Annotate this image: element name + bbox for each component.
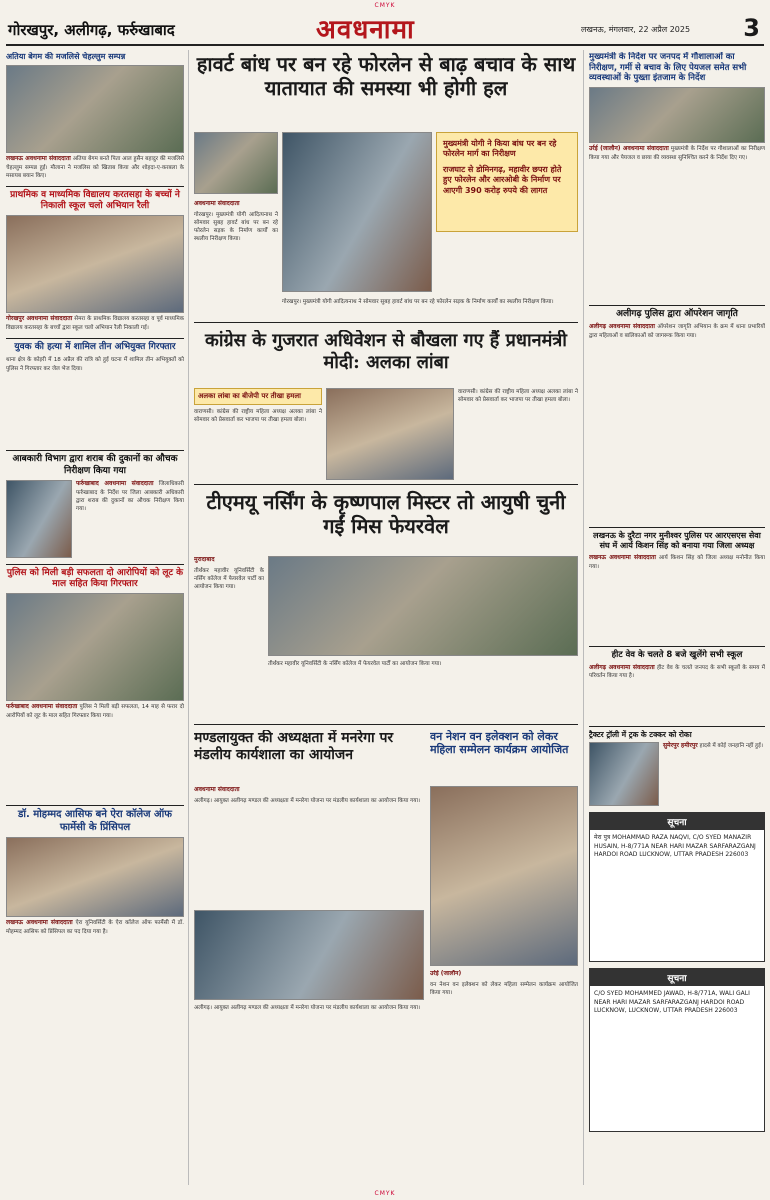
news-photo xyxy=(6,215,184,313)
story-body: आर्य किशन सिंह को जिला अध्यक्ष मनोनीत किया गया। xyxy=(589,555,765,570)
story-body: वाराणसी। कांग्रेस की राष्ट्रीय महिला अध्यक्ष अलका लांबा ने सोमवार को प्रेसवार्ता कर भाजपा पर तीखा हमला बोला। xyxy=(458,389,578,404)
story-byline: लखनऊ अवधनामा संवाददाता xyxy=(589,554,656,562)
story-body: तीर्थंकर महावीर यूनिवर्सिटी के नर्सिंग कॉलेज में फेयरवेल पार्टी का आयोजन किया गया। xyxy=(268,661,442,667)
story-byline: उर्रई (जालौन) अवधनामा संवाददाता xyxy=(589,144,669,152)
newspaper-logo: अवधनामा xyxy=(316,15,415,45)
masthead xyxy=(6,10,764,46)
story-body: मुख्यमंत्री के निर्देश पर गौशालाओं का निरीक्षण किया गया और पेयजल व छाया की व्यवस्था सुनिश्चित करने के निर्देश दिए गए। xyxy=(589,145,765,161)
section-divider xyxy=(6,564,184,565)
section-divider xyxy=(194,724,578,725)
section-divider xyxy=(6,338,184,339)
story-body: सेमरा के प्राथमिक विद्यालय करतसहा व पूर्व माध्यमिक विद्यालय करतसहा के बच्चों द्वारा स्कूल चलो अभियान रैली निकाली गई। xyxy=(6,316,184,332)
story-byline: लखनऊ अवधनामा संवाददाता xyxy=(6,919,73,927)
story-title: लखनऊ के दुरैटा नगर मुनीश्वर पुलिस पर आरएसएस सेवा संघ में आर्य किशन सिंह को बनाया गया जिला अध्यक्ष xyxy=(593,531,761,551)
section-divider xyxy=(589,646,765,647)
story-byline: सुमेरपुर हमीरपुर xyxy=(663,742,698,750)
right-column xyxy=(589,52,765,1187)
story-byline: उर्रई (जालौन) xyxy=(430,970,462,977)
section-divider xyxy=(6,186,184,187)
section-divider xyxy=(194,322,578,323)
story-body: तीर्थंकर महावीर यूनिवर्सिटी के नर्सिंग कॉलेज में फेयरवेल पार्टी का आयोजन किया गया। xyxy=(194,567,264,590)
section-divider xyxy=(589,726,765,727)
edition-cities: गोरखपुर, अलीगढ़, फर्रुखाबाद xyxy=(8,21,175,39)
section-divider xyxy=(589,527,765,528)
section-divider xyxy=(6,450,184,451)
story-body: गोरखपुर। मुख्यमंत्री योगी आदित्यनाथ ने सोमवार सुबह हावर्ट बांध पर बन रहे फोरलेन सड़क के निर्माण कार्यों का स्थलीय निरीक्षण किया। xyxy=(282,299,554,305)
story-title: हीट वेव के चलते 8 बजे खुलेंगे सभी स्कूल xyxy=(611,650,743,661)
column-rule-right xyxy=(583,50,584,1185)
section-divider xyxy=(194,484,578,485)
notice-title: सूचना xyxy=(590,813,764,830)
news-photo xyxy=(194,910,424,1000)
story-byline: अलीगढ़ अवधनामा संवाददाता xyxy=(589,663,655,671)
story-body: जिलाधिकारी फर्रुखाबाद के निर्देश पर जिला आबकारी अधिकारी द्वारा शराब की दुकानों का औचक निरीक्षण किया गया। xyxy=(76,480,184,512)
story-title: ट्रैक्टर ट्रॉली में ट्रक के टक्कर को रोका xyxy=(589,729,692,739)
news-photo xyxy=(589,742,659,806)
notice-body: मेरा पुत्र MOHAMMAD RAZA NAQVI, C/O SYED MANAZIR HUSAIN, H-8/771A NEAR HARI MAZAR SARFARAZGANJ HARDOI ROAD LUCKNOW, UTTAR PRADESH 226003 xyxy=(594,834,756,858)
highlight-text: मुख्यमंत्री योगी ने किया बांध पर बन रहे फोरलेन मार्ग का निरीक्षण xyxy=(443,139,557,159)
story-body: अलीगढ़। आयुक्त अलीगढ़ मण्डल की अध्यक्षता में मनरेगा योजना पर मंडलीय कार्यशाला का आयोजन किया गया। xyxy=(194,797,421,804)
story-byline: अवधनामा संवाददाता xyxy=(194,786,240,793)
news-photo xyxy=(6,65,184,153)
story-body: थाना क्षेत्र के कोइरी में 18 अप्रैल की रात्रि को हुई घटना में शामिल तीन अभियुक्तों को पुलिस ने गिरफ्तार कर जेल भेज दिया। xyxy=(6,357,184,372)
news-photo xyxy=(194,132,278,194)
edition-date: लखनऊ, मंगलवार, 22 अप्रैल 2025 xyxy=(581,25,691,34)
story-title: युवक की हत्या में शामिल तीन अभियुक्त गिरफ्तार xyxy=(14,342,176,353)
story-title: पुलिस को मिली बड़ी सफलता दो आरोपियों को लूट के माल सहित किया गिरफ्तार xyxy=(6,567,184,590)
section-divider xyxy=(589,305,765,306)
left-column xyxy=(6,52,184,1187)
highlight-block xyxy=(194,388,322,480)
page-number: 3 xyxy=(743,14,760,42)
story-title: डॉ. मोहम्मद आसिफ बने ऐरा कॉलेज ऑफ फार्मेसी के प्रिंसिपल xyxy=(18,809,172,833)
news-photo xyxy=(6,837,184,917)
lead-headline: वन नेशन वन इलेक्शन को लेकर महिला सम्मेलन कार्यक्रम आयोजित xyxy=(430,730,569,757)
story-byline: लखनऊ अवधनामा संवाददाता xyxy=(6,155,71,162)
news-photo xyxy=(6,480,72,558)
news-photo xyxy=(326,388,454,480)
column-rule-left xyxy=(188,50,189,1185)
public-notice xyxy=(589,812,765,962)
story-body: पुलिस ने मिली बड़ी सफलता, 14 माह से फरार दो आरोपियों को लूट के माल सहित गिरफ्तार किया गया। xyxy=(6,704,184,720)
story-byline: मुरादाबाद xyxy=(194,556,215,563)
highlight-box xyxy=(436,132,578,232)
news-photo xyxy=(430,786,578,966)
story-body: वन नेशन वन इलेक्शन को लेकर महिला सम्मेलन कार्यक्रम आयोजित किया गया। xyxy=(430,981,578,996)
story-body: गोरखपुर। मुख्यमंत्री योगी आदित्यनाथ ने सोमवार सुबह हावर्ट बांध पर बन रहे फोरलेन सड़क के निर्माण कार्यों का स्थलीय निरीक्षण किया। xyxy=(194,211,278,243)
news-photo xyxy=(589,87,765,143)
story-title: मुख्यमंत्री के निर्देश पर जनपद में गौशालाओं का निरीक्षण, गर्मी से बचाव के लिए पेयजल समेत सभी व्यवस्थाओं के पुख्ता इंतजाम के निर्देश xyxy=(589,52,747,84)
lead-headline: मण्डलायुक्त की अध्यक्षता में मनरेगा पर मंडलीय कार्यशाला का आयोजन xyxy=(194,730,394,763)
story-title: अलीगढ़ पुलिस द्वारा ऑपरेशन जागृति xyxy=(616,308,738,319)
story-body: अलीगढ़। आयुक्त अलीगढ़ मण्डल की अध्यक्षता में मनरेगा योजना पर मंडलीय कार्यशाला का आयोजन किया गया। xyxy=(194,1005,421,1011)
story-title: प्राथमिक व माध्यमिक विद्यालय करतसहा के बच्चों ने निकाली स्कूल चलो अभियान रैली xyxy=(10,189,180,212)
story-byline: गोरखपुर अवधनामा संवाददाता xyxy=(6,315,73,323)
story-body: ऐरा यूनिवर्सिटी के ऐरा कॉलेज ऑफ फार्मेसी में डॉ. मोहम्मद आसिफ को प्रिंसिपल का पद दिया गया है। xyxy=(6,920,184,936)
story-byline: अवधनामा संवाददाता xyxy=(194,200,240,207)
story-body: वाराणसी। कांग्रेस की राष्ट्रीय महिला अध्यक्ष अलका लांबा ने सोमवार को प्रेसवार्ता कर भाजपा पर तीखा हमला बोला। xyxy=(194,409,322,424)
cmyk-marker: CMYK xyxy=(374,2,396,9)
cmyk-marker: CMYK xyxy=(374,1190,396,1197)
story-title: आबकारी विभाग द्वारा शराब की दुकानों का औचक निरीक्षण किया गया xyxy=(12,454,178,476)
lead-headline: टीएमयू नर्सिंग के कृष्णपाल मिस्टर तो आयुषी चुनी गईं मिस फेयरवेल xyxy=(206,490,566,538)
news-photo xyxy=(6,593,184,701)
section-divider xyxy=(6,805,184,806)
news-photo xyxy=(268,556,578,656)
story-body: ऑपरेशन जागृति अभियान के क्रम में थाना प्रभारियों द्वारा महिलाओं व बालिकाओं को जागरूक किया गया। xyxy=(589,324,765,339)
lead-headline: कांग्रेस के गुजरात अधिवेशन से बौखला गए हैं प्रधानमंत्री मोदी: अलका लांबा xyxy=(205,330,567,373)
highlight-text: राजघाट से डोमिनगढ़, महावीर छपरा होते हुए फोरलेन और आरओबी के निर्माण पर आएगी 390 करोड़ रुपये की लागत xyxy=(443,164,562,195)
notice-body: C/O SYED MOHAMMED JAWAD, H-8/771A, WALI GALI NEAR HARI MAZAR SARFARAZGANJ HARDOI ROAD LUCKNOW, LUCKNOW, UTTAR PRADESH 226003 xyxy=(594,990,750,1014)
highlight-text: अलका लांबा का बीजेपी पर तीखा हमला xyxy=(198,392,301,400)
story-body: अतिया बेगम बनते पिता आल हुसैन बहादुर की मजलिसे चेहल्लुम सम्पन्न हुई। मौलाना ने मजलिस को खिताब किया और शोहदा-ए-करबला के मसायब बयान किए। xyxy=(6,156,184,179)
story-body: हीट वेव के चलते जनपद के सभी स्कूलों के समय में परिवर्तन किया गया है। xyxy=(589,664,765,680)
news-photo xyxy=(282,132,432,292)
story-byline: फर्रुखाबाद अवधनामा संवाददाता xyxy=(76,479,154,487)
story-byline: फर्रुखाबाद अवधनामा संवाददाता xyxy=(6,703,78,711)
story-body: हादसे में कोई जनहानि नहीं हुई। xyxy=(699,743,763,750)
public-notice xyxy=(589,968,765,1132)
story-byline: अलीगढ़ अवधनामा संवाददाता xyxy=(589,323,655,331)
lead-headline: हावर्ट बांध पर बन रहे फोरलेन से बाढ़ बचाव के साथ यातायात की समस्या भी होगी हल xyxy=(196,52,576,100)
story-title: अतिया बेगम की मजलिसे चेहल्लुम सम्पन्न xyxy=(6,52,126,61)
notice-title: सूचना xyxy=(590,969,764,986)
